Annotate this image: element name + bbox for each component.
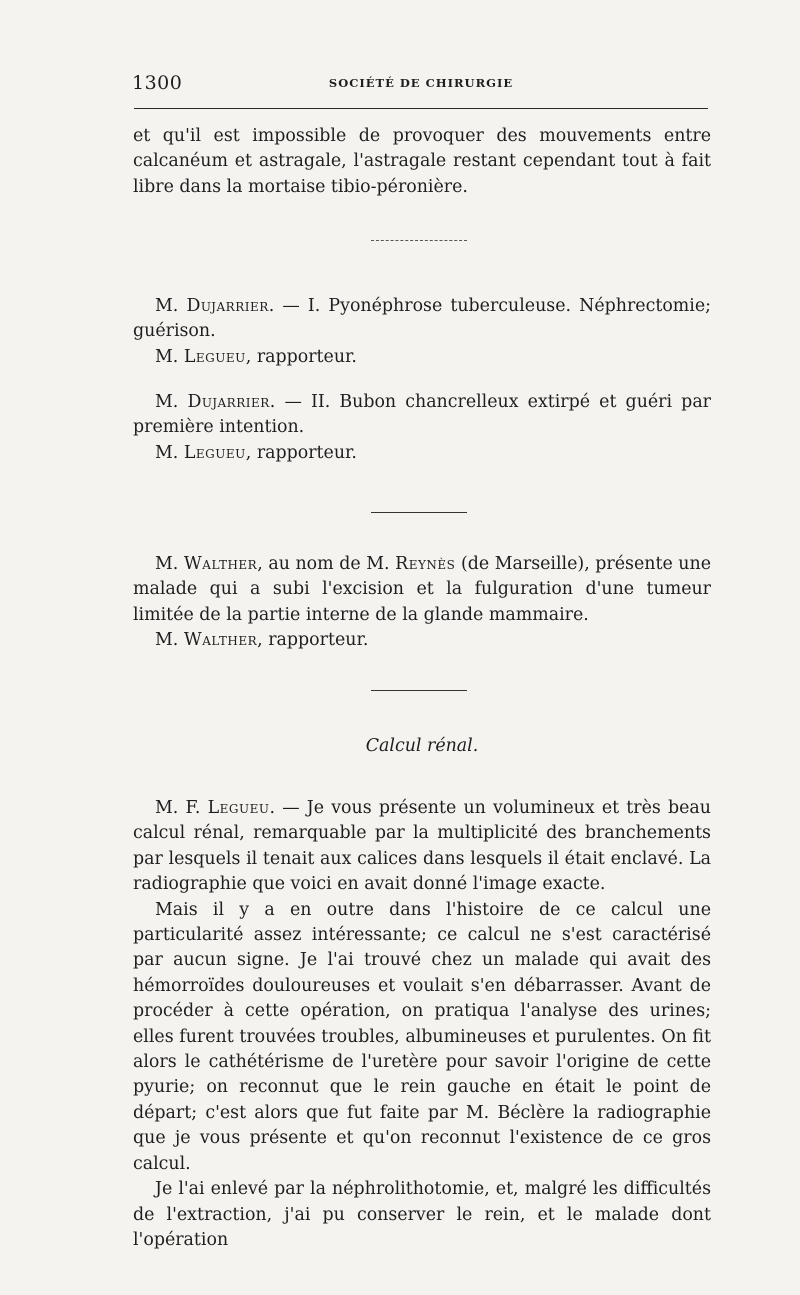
- author-name: Legueu: [207, 798, 270, 818]
- body-text: [133, 796, 711, 1253]
- entry-text: M. Dujarrier. — II. Bubon chancrelleux extirpé et guéri par première intention.: [133, 392, 711, 438]
- rapporteur-name: Walther: [183, 630, 258, 651]
- header-rule: [134, 108, 708, 109]
- body-paragraph-3: Je l'ai enlevé par la néphrolithotomie, et, malgré les difficultés de l'extraction, j'ai pu conserver le rein, et le malade dont l'opération: [133, 1179, 711, 1250]
- entry-walther: [133, 552, 711, 654]
- rapporteur-name: Legueu: [183, 346, 246, 367]
- section-title: Calcul rénal.: [365, 736, 479, 756]
- separator-rule: [371, 512, 467, 513]
- intro-paragraph: [133, 124, 711, 200]
- entry-dujarrier-1: [133, 294, 711, 370]
- author-name: Walther: [183, 554, 258, 574]
- entry-text: M. Dujarrier. — I. Pyonéphrose tuberculeuse. Néphrectomie; guérison.: [133, 296, 711, 342]
- entry-dujarrier-2: [133, 390, 711, 466]
- separator-rule: [371, 240, 467, 241]
- body-paragraph-1: M. F. Legueu. — Je vous présente un volumineux et très beau calcul rénal, remarquable par la multiplicité des branchements par lesquels il tenait aux calices dans lesquels il était enclavé. La radiographie que voici en avait donné l'image exacte.: [133, 798, 711, 895]
- author-name: Dujarrier: [187, 392, 270, 412]
- rapporteur-name: Legueu: [183, 442, 246, 463]
- rapporteur-line: M. Walther, rapporteur.: [155, 630, 369, 651]
- author-name: Dujarrier: [186, 296, 269, 316]
- page-number: 1300: [132, 72, 183, 94]
- coauthor-name: Reynès: [395, 554, 456, 574]
- rapporteur-line: M. Legueu, rapporteur.: [155, 442, 357, 463]
- running-title: SOCIÉTÉ DE CHIRURGIE: [328, 76, 514, 90]
- body-paragraph-2: Mais il y a en outre dans l'histoire de ce calcul une particularité assez intéressante; ce calcul ne s'est caractérisé par aucun signe. Je l'ai trouvé chez un malade qui avait des hémorroïdes douloureuses et voulait s'en débarrasser. Avant de procéder à cette opération, on pratiqua l'analyse des urines; elles furent trouvées troubles, albumineuses et purulentes. On fit alors le cathétérisme de l'uretère pour savoir l'origine de cette pyurie; on reconnut que le rein gauche en était le point de départ; c'est alors que fut faite par M. Béclère la radiographie que je vous présente et qu'on reconnut l'existence de ce gros calcul.: [133, 899, 711, 1174]
- page-header: [132, 72, 710, 94]
- rapporteur-line: M. Legueu, rapporteur.: [155, 346, 357, 367]
- separator-rule: [371, 690, 467, 691]
- intro-text: et qu'il est impossible de provoquer des mouvements entre calcanéum et astragale, l'astragale restant cependant tout à fait libre dans la mortaise tibio-péronière.: [133, 126, 711, 197]
- entry-text: M. Walther, au nom de M. Reynès (de Marseille), présente une malade qui a subi l'excision et la fulguration d'une tumeur limitée de la partie interne de la glande mammaire.: [133, 554, 711, 625]
